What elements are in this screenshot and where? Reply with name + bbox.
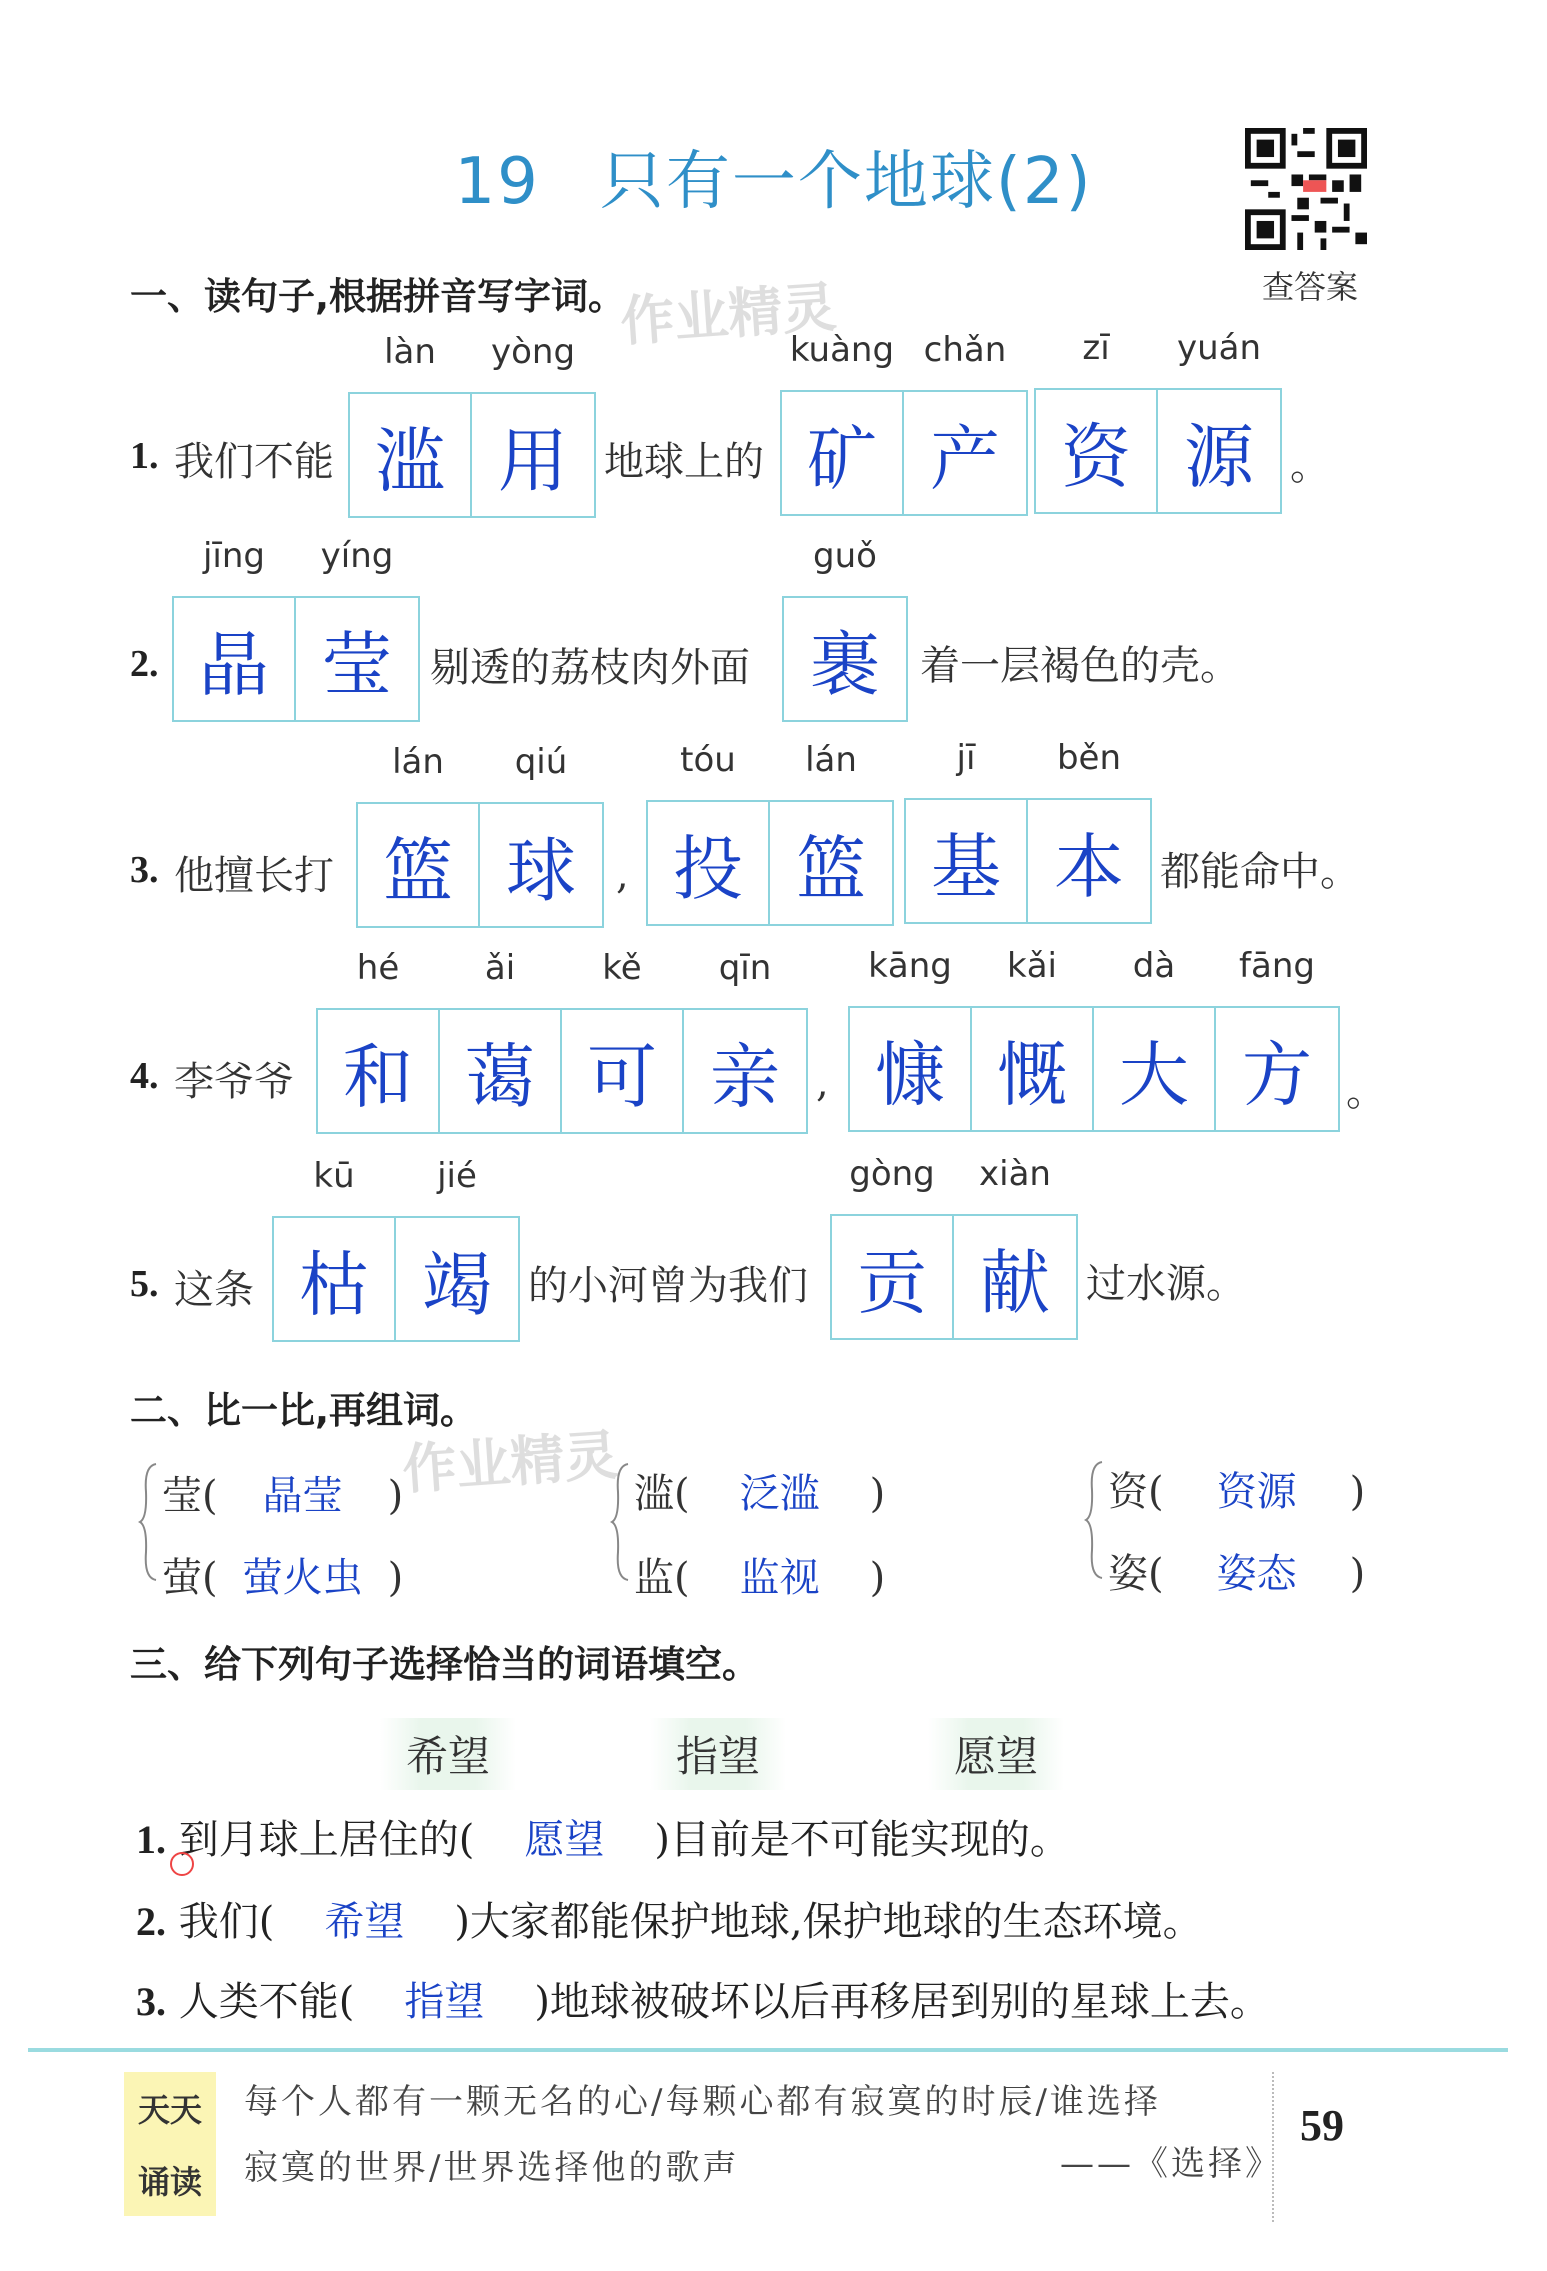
answer-char: 大 (1119, 1033, 1189, 1116)
writing-cell[interactable] (904, 330, 1026, 514)
sentence-pre: 人类不能( (178, 1979, 355, 2025)
writing-cell[interactable] (782, 330, 904, 514)
sentence-pre: 我们( (178, 1899, 275, 1945)
paren-close: ) (1349, 1469, 1366, 1515)
word-option[interactable]: 愿望 (928, 1718, 1064, 1790)
pinyin: kāng (868, 946, 952, 986)
word-option[interactable]: 指望 (650, 1718, 786, 1790)
q3-grid-3 (904, 738, 1152, 924)
q4-separator: , (816, 1060, 829, 1106)
pinyin: qīn (718, 948, 772, 988)
writing-cell[interactable] (1158, 328, 1280, 512)
compare-answer[interactable]: 晶莹 (262, 1473, 343, 1519)
pinyin: kū (313, 1156, 355, 1196)
answer-char: 晶 (199, 623, 269, 706)
q4-grid-2 (848, 946, 1340, 1132)
section2-heading: 二、比一比,再组词。 (130, 1389, 478, 1432)
compare-char: 监( (634, 1555, 690, 1601)
answer-char: 裹 (810, 623, 880, 706)
sentence-number: 2. (136, 1899, 166, 1944)
pinyin: xiàn (979, 1154, 1051, 1194)
answer-char: 莹 (322, 623, 392, 706)
writing-cell[interactable] (358, 742, 480, 926)
sentence-post: )目前是不可能实现的。 (654, 1817, 1070, 1863)
answer-char: 产 (930, 417, 1000, 500)
pinyin: yíng (320, 536, 394, 576)
q2-grid-1 (172, 536, 420, 722)
daily-reading-label (124, 2072, 216, 2216)
pinyin: tóu (680, 740, 736, 780)
q3-grid-1 (356, 742, 604, 928)
watermark: 作业精灵 (618, 275, 839, 354)
label-bottom: 诵读 (137, 2163, 202, 2201)
writing-cell[interactable] (274, 1156, 396, 1340)
fill-answer[interactable]: 指望 (404, 1979, 485, 2025)
sentence-post: )地球被破坏以后再移居到别的星球上去。 (534, 1979, 1270, 2025)
answer-char: 方 (1242, 1033, 1312, 1116)
poem-line-1: 每个人都有一颗无名的心/每颗心都有寂寞的时辰/谁选择 (244, 2082, 1161, 2122)
answer-char: 竭 (422, 1243, 492, 1326)
word-option[interactable]: 希望 (380, 1718, 516, 1790)
compare-char: 萤( (162, 1555, 218, 1601)
writing-cell[interactable] (296, 536, 418, 720)
q1-grid-1 (348, 332, 596, 518)
poem-source: ——《选择》 (1060, 2144, 1282, 2184)
pinyin: kǎi (1007, 946, 1057, 986)
writing-cell[interactable] (770, 740, 892, 924)
writing-cell[interactable] (1036, 328, 1158, 512)
fill-answer[interactable]: 希望 (324, 1899, 405, 1945)
q1-number: 1. (130, 435, 159, 477)
answer-char: 献 (980, 1241, 1050, 1324)
compare-answer[interactable]: 资源 (1216, 1469, 1297, 1515)
lesson-number: 19 (454, 145, 540, 219)
pinyin: làn (384, 332, 436, 372)
poem-line-2: 寂寞的世界/世界选择他的歌声 (244, 2148, 740, 2188)
writing-cell[interactable] (350, 332, 472, 516)
writing-cell[interactable] (906, 738, 1028, 922)
answer-char: 矿 (807, 417, 877, 500)
red-circle-mark (170, 1852, 194, 1876)
pinyin: qiú (514, 742, 568, 782)
pinyin: dà (1132, 946, 1176, 986)
pinyin: yuán (1176, 328, 1262, 368)
label-top: 天天 (137, 2091, 202, 2129)
writing-cell[interactable] (648, 740, 770, 924)
pinyin: kě (602, 948, 642, 988)
qr-code-icon[interactable] (1245, 128, 1367, 250)
answer-char: 篮 (796, 827, 866, 910)
answer-char: 篮 (383, 829, 453, 912)
q1-text-post: 。 (1290, 443, 1330, 489)
answer-char: 和 (343, 1035, 413, 1118)
writing-cell[interactable] (318, 948, 440, 1132)
q3-text-pre: 他擅长打 (174, 853, 334, 899)
paren-close: ) (1349, 1551, 1366, 1597)
q3-number: 3. (130, 849, 159, 891)
writing-cell[interactable] (850, 946, 972, 1130)
q3-grid-2 (646, 740, 894, 926)
pinyin: guǒ (813, 536, 877, 576)
watermark: 作业精灵 (400, 1423, 621, 1502)
writing-cell[interactable] (472, 332, 594, 516)
answer-char: 源 (1184, 415, 1254, 498)
brace-icon (1084, 1460, 1104, 1580)
answer-char: 球 (506, 829, 576, 912)
writing-cell[interactable] (1094, 946, 1216, 1130)
fill-sentence (136, 1890, 1203, 1947)
pinyin: hé (356, 948, 400, 988)
q5-grid-2 (830, 1154, 1078, 1340)
q4-text-post: 。 (1346, 1069, 1386, 1115)
compare-row (162, 1464, 403, 1521)
footer-vertical-divider (1272, 2072, 1274, 2222)
brace-icon (138, 1462, 158, 1582)
pinyin: gòng (849, 1154, 935, 1194)
q3-separator: , (616, 852, 629, 898)
pinyin: jīng (202, 536, 266, 576)
compare-row (1108, 1542, 1365, 1599)
compare-row (634, 1546, 885, 1603)
answer-char: 投 (673, 827, 743, 910)
compare-char: 姿( (1108, 1551, 1164, 1597)
q2-text-post: 着一层褐色的壳。 (920, 643, 1240, 689)
answer-char: 蔼 (465, 1035, 535, 1118)
q4-number: 4. (130, 1055, 159, 1097)
answer-char: 亲 (710, 1035, 780, 1118)
writing-cell[interactable] (972, 946, 1094, 1130)
lesson-title: 只有一个地球(2) (599, 145, 1093, 219)
q3-text-post: 都能命中。 (1160, 849, 1360, 895)
answer-char: 用 (498, 419, 568, 502)
q1-text-mid: 地球上的 (604, 439, 764, 485)
compare-row (1108, 1460, 1365, 1517)
section3-heading: 三、给下列句子选择恰当的词语填空。 (130, 1643, 759, 1686)
sentence-number: 3. (136, 1979, 166, 2024)
q1-grid-2 (780, 330, 1028, 516)
pinyin: ǎi (484, 948, 516, 988)
answer-char: 可 (587, 1035, 657, 1118)
paren-close: ) (387, 1473, 404, 1519)
q5-text-pre: 这条 (174, 1267, 254, 1313)
q5-number: 5. (130, 1263, 159, 1305)
q2-grid-2 (782, 536, 908, 722)
brace-icon (610, 1462, 630, 1582)
compare-answer[interactable]: 萤火虫 (242, 1555, 363, 1601)
writing-cell[interactable] (784, 536, 906, 720)
pinyin: fāng (1239, 946, 1315, 986)
answer-char: 枯 (299, 1243, 369, 1326)
answer-char: 基 (931, 825, 1001, 908)
sentence-post: )大家都能保护地球,保护地球的生态环境。 (454, 1899, 1203, 1945)
q4-grid-1 (316, 948, 808, 1134)
sentence-number: 1. (136, 1817, 166, 1862)
writing-cell[interactable] (174, 536, 296, 720)
q5-grid-1 (272, 1156, 520, 1342)
fill-answer[interactable]: 愿望 (524, 1817, 605, 1863)
compare-char: 资( (1108, 1469, 1164, 1515)
pinyin: jī (956, 738, 976, 778)
paren-close: ) (869, 1555, 886, 1601)
writing-cell[interactable] (1216, 946, 1338, 1130)
answer-char: 本 (1054, 825, 1124, 908)
qr-label: 查答案 (1261, 268, 1358, 306)
writing-cell[interactable] (440, 948, 562, 1132)
pinyin: lán (805, 740, 857, 780)
pinyin: jié (437, 1156, 477, 1196)
writing-cell[interactable] (396, 1156, 518, 1340)
compare-row (634, 1462, 885, 1519)
pinyin: lán (392, 742, 444, 782)
compare-row (162, 1546, 403, 1603)
sentence-pre: 到月球上居住的( (178, 1817, 475, 1863)
pinyin: běn (1056, 738, 1122, 778)
writing-cell[interactable] (480, 742, 602, 926)
answer-char: 滥 (375, 419, 445, 502)
compare-answer[interactable]: 姿态 (1216, 1551, 1297, 1597)
answer-char: 慨 (997, 1033, 1067, 1116)
compare-char: 莹( (162, 1473, 218, 1519)
compare-answer[interactable]: 泛滥 (739, 1471, 820, 1517)
writing-cell[interactable] (954, 1154, 1076, 1338)
q1-grid-3 (1034, 328, 1282, 514)
footer-divider (28, 2048, 1508, 2052)
paren-close: ) (387, 1555, 404, 1601)
compare-char: 滥( (634, 1471, 690, 1517)
q4-text-pre: 李爷爷 (174, 1059, 294, 1105)
pinyin: kuàng (789, 330, 895, 370)
writing-cell[interactable] (1028, 738, 1150, 922)
fill-sentence (136, 1808, 1070, 1865)
q1-text-pre: 我们不能 (174, 439, 334, 485)
compare-answer[interactable]: 监视 (739, 1555, 820, 1601)
paren-close: ) (869, 1471, 886, 1517)
q2-text-mid: 剔透的荔枝肉外面 (430, 645, 750, 691)
fill-sentence (136, 1970, 1270, 2027)
pinyin: zī (1082, 328, 1110, 368)
pinyin: yòng (490, 332, 576, 372)
q5-text-mid: 的小河曾为我们 (528, 1263, 808, 1309)
answer-char: 慷 (875, 1033, 945, 1116)
answer-char: 贡 (857, 1241, 927, 1324)
writing-cell[interactable] (684, 948, 806, 1132)
pinyin: chǎn (923, 330, 1007, 370)
q5-text-post: 过水源。 (1086, 1261, 1246, 1307)
section1-heading: 一、读句子,根据拼音写字词。 (130, 275, 626, 318)
writing-cell[interactable] (832, 1154, 954, 1338)
writing-cell[interactable] (562, 948, 684, 1132)
answer-char: 资 (1061, 415, 1131, 498)
page-number: 59 (1300, 2101, 1344, 2150)
q2-number: 2. (130, 643, 159, 685)
